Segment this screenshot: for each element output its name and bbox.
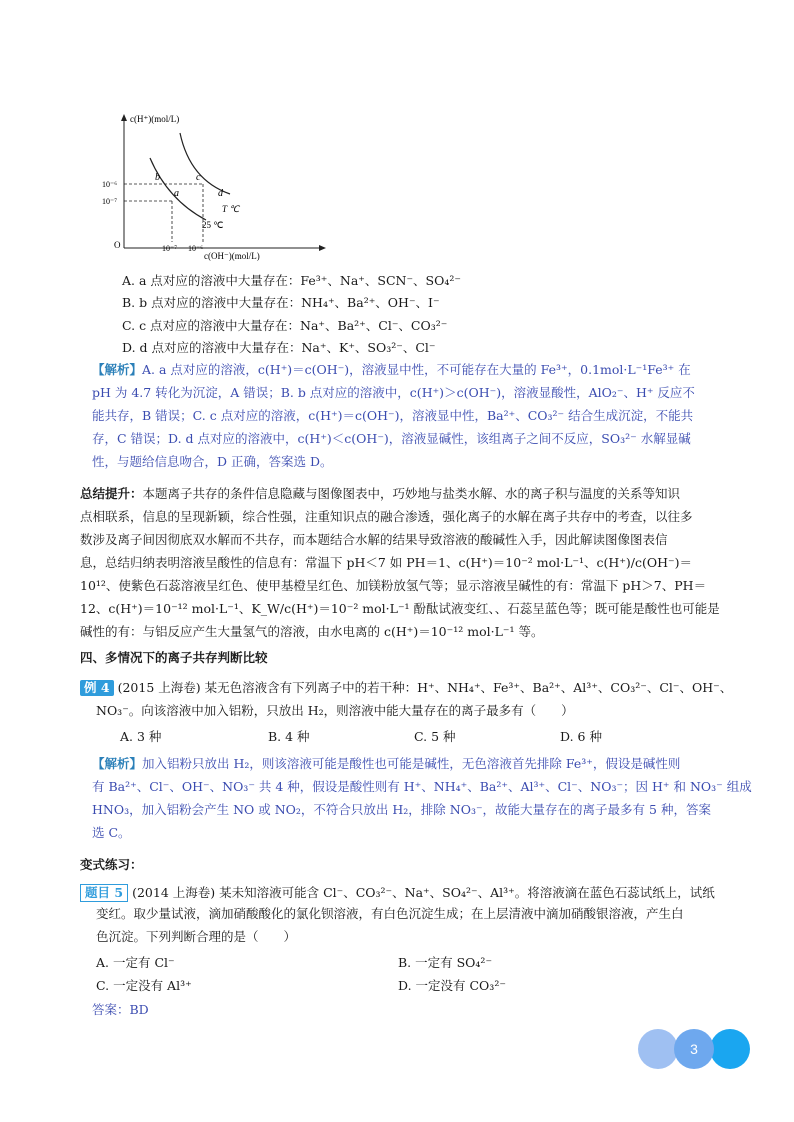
variant-option-c: C. 一定没有 Al³⁺ <box>96 978 192 993</box>
summary-title: 总结提升： <box>80 486 143 501</box>
analysis1-line-5: 性，与题给信息吻合，D 正确，答案选 D。 <box>92 454 333 469</box>
summary-line-1: 总结提升：本题离子共存的条件信息隐藏与图像图表中，巧妙地与盐类水解、水的离子积与温度的关系等知识 <box>80 486 681 501</box>
summary-line-5: 10¹²、使紫色石蕊溶液呈红色、使甲基橙呈红色、加镁粉放氢气等；显示溶液呈碱性的有：常温下 pH＞7、PH＝ <box>80 578 707 593</box>
curve-25-label: 25 ℃ <box>202 220 224 230</box>
x-axis-label: c(OH⁻)(mol/L) <box>204 251 260 261</box>
y-axis-label: c(H⁺)(mol/L) <box>130 114 180 124</box>
q1-option-d: D. d 点对应的溶液中大量存在：Na⁺、K⁺、SO₃²⁻、Cl⁻ <box>122 340 436 355</box>
example4-option-c: C. 5 种 <box>414 729 456 744</box>
curve-T-label: T ℃ <box>222 204 240 214</box>
point-b-label: b <box>155 172 160 183</box>
point-a-label: a <box>174 188 179 199</box>
example4-option-a: A. 3 种 <box>120 729 162 744</box>
x-axis-arrow <box>319 245 326 251</box>
summary-line-7: 碱性的有：与铝反应产生大量氢气的溶液，由水电离的 c(H⁺)＝10⁻¹² mol·L⁻¹ 等。 <box>80 624 544 639</box>
analysis1-line-4: 存，C 错误；D. d 点对应的溶液中，c(H⁺)＜c(OH⁻)，溶液显碱性，该组离子之间不反应，SO₃²⁻ 水解显碱 <box>92 431 691 446</box>
variant-option-d: D. 一定没有 CO₃²⁻ <box>398 978 506 993</box>
question-badge: 题目 5 <box>80 884 128 902</box>
example-badge: 例 4 <box>80 680 114 696</box>
x-tick-left: 10⁻⁷ <box>162 244 178 253</box>
page-number: 3 <box>674 1029 714 1069</box>
analysis2-tag: 【解析】 <box>92 756 143 771</box>
variant-answer: 答案：BD <box>92 1002 149 1017</box>
y-tick-lower: 10⁻⁷ <box>102 197 118 206</box>
summary-line-4: 息，总结归纳表明溶液呈酸性的信息有：常温下 pH＜7 如 PH＝1、c(H⁺)＝10⁻² mol·L⁻¹、c(H⁺)/c(OH⁻)＝ <box>80 555 693 570</box>
summary-line-2: 点相联系，信息的呈现新颖，综合性强，注重知识点的融合渗透，强化离子的水解在离子共存中的考查，以往多 <box>80 509 693 524</box>
curve-T <box>180 133 230 194</box>
analysis2-line-1: 【解析】加入铝粉只放出 H₂，则该溶液可能是酸性也可能是碱性，无色溶液首先排除 Fe³⁺，假设是碱性则 <box>92 756 681 771</box>
analysis2-line-3: HNO₃，加入铝粉会产生 NO 或 NO₂，不符合只放出 H₂，排除 NO₃⁻，故能大量存在的离子最多有 5 种，答案 <box>92 802 711 817</box>
summary-line-3: 数涉及离子间因彻底双水解而不共存，而本题结合水解的结果导致溶液的酸碱性入手，因此解读图像图表信 <box>80 532 668 547</box>
analysis1-tag: 【解析】 <box>92 362 143 377</box>
y-tick-upper: 10⁻⁶ <box>102 180 118 189</box>
variant-line-2: 变红。取少量试液，滴加硝酸酸化的氯化钡溶液，有白色沉淀生成；在上层清液中滴加硝酸银溶液，产生白 <box>96 906 684 921</box>
ion-product-graph <box>100 108 340 263</box>
point-d-label: d <box>218 188 223 199</box>
variant-title: 变式练习： <box>80 857 143 872</box>
section4-title: 四、多情况下的离子共存判断比较 <box>80 650 268 665</box>
y-axis-arrow <box>121 114 127 121</box>
q1-option-c: C. c 点对应的溶液中大量存在：Na⁺、Ba²⁺、Cl⁻、CO₃²⁻ <box>122 318 448 333</box>
origin-label: O <box>114 240 121 250</box>
example4-line-2: NO₃⁻。向该溶液中加入铝粉，只放出 H₂，则溶液中能大量存在的离子最多有（ ） <box>96 703 574 718</box>
page-circle-right <box>710 1029 750 1069</box>
variant-line-3: 色沉淀。下列判断合理的是（ ） <box>96 929 297 944</box>
x-tick-right: 10⁻⁶ <box>188 244 204 253</box>
q1-option-a: A. a 点对应的溶液中大量存在：Fe³⁺、Na⁺、SCN⁻、SO₄²⁻ <box>122 273 461 288</box>
example4-option-b: B. 4 种 <box>268 729 310 744</box>
variant-option-b: B. 一定有 SO₄²⁻ <box>398 955 493 970</box>
analysis2-line-4: 选 C。 <box>92 825 131 840</box>
summary-line-6: 12、c(H⁺)＝10⁻¹² mol·L⁻¹、K_W/c(H⁺)＝10⁻² mol·L⁻¹ 酚酞试液变红、、石蕊呈蓝色等；既可能是酸性也可能是 <box>80 601 720 616</box>
analysis2-line-2: 有 Ba²⁺、Cl⁻、OH⁻、NO₃⁻ 共 4 种，假设是酸性则有 H⁺、NH₄⁺、Ba²⁺、Al³⁺、Cl⁻、NO₃⁻；因 H⁺ 和 NO₃⁻ 组成 <box>92 779 752 794</box>
analysis1-line-1: 【解析】A. a 点对应的溶液，c(H⁺)＝c(OH⁻)，溶液显中性，不可能存在大量的 Fe³⁺，0.1mol·L⁻¹Fe³⁺ 在 <box>92 362 691 377</box>
q1-option-b: B. b 点对应的溶液中大量存在：NH₄⁺、Ba²⁺、OH⁻、I⁻ <box>122 295 440 310</box>
variant-line-1: 题目 5 (2014 上海卷) 某未知溶液可能含 Cl⁻、CO₃²⁻、Na⁺、SO₄²⁻、Al³⁺。将溶液滴在蓝色石蕊试纸上，试纸 <box>80 884 715 902</box>
analysis1-line-3: 能共存，B 错误；C. c 点对应的溶液，c(H⁺)＝c(OH⁻)，溶液显中性，Ba²⁺、CO₃²⁻ 结合生成沉淀，不能共 <box>92 408 694 423</box>
page-circle-left <box>638 1029 678 1069</box>
variant-option-a: A. 一定有 Cl⁻ <box>96 955 175 970</box>
example4-option-d: D. 6 种 <box>560 729 602 744</box>
point-c-label: c <box>196 172 201 183</box>
analysis1-line-2: pH 为 4.7 转化为沉淀，A 错误；B. b 点对应的溶液中，c(H⁺)＞c(OH⁻)，溶液显酸性，AlO₂⁻、H⁺ 反应不 <box>92 385 695 400</box>
example4-line-1: 例 4 (2015 上海卷) 某无色溶液含有下列离子中的若干种：H⁺、NH₄⁺、Fe³⁺、Ba²⁺、Al³⁺、CO₃²⁻、Cl⁻、OH⁻、 <box>80 680 732 696</box>
